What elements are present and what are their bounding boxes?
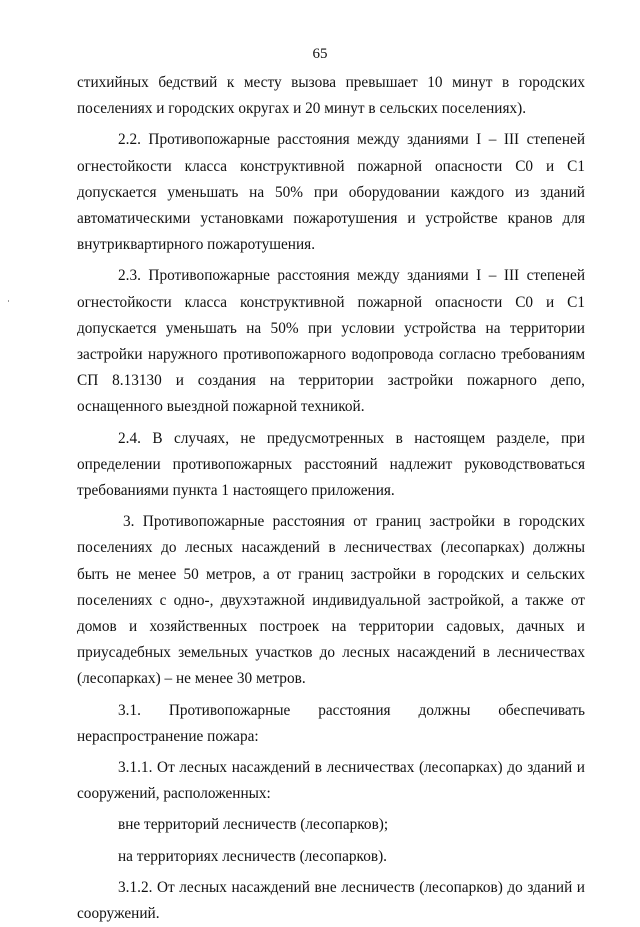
- document-body: [77, 70, 585, 927]
- page-number: 65: [312, 46, 328, 62]
- paragraph-2-2: 2.2. Противопожарные расстояния между зданиями I – III степеней огнестойкости класса конструктивной пожарной опасности С0 и С1 допускается уменьшать на 50% при оборудовании каждого из зданий автоматическими установками пожаротушения и устройстве кранов для внутриквартирного пожаротушения.: [77, 131, 585, 254]
- scan-artifact: [8, 300, 9, 302]
- paragraph-2-3: 2.3. Противопожарные расстояния между зданиями I – III степеней огнестойкости класса конструктивной пожарной опасности С0 и С1 допускается уменьшать на 50% при условии устройства на территории застройки наружного противопожарного водопровода согласно требованиям СП 8.13130 и создания на территории застройки пожарного депо, оснащенного выездной пожарной техникой.: [77, 267, 585, 416]
- paragraph-continuation: стихийных бедствий к месту вызова превышает 10 минут в городских поселениях и городских округах и 20 минут в сельских поселениях).: [77, 74, 585, 118]
- paragraph-2-4: 2.4. В случаях, не предусмотренных в настоящем разделе, при определении противопожарных расстояний надлежит руководствоваться требованиями пункта 1 настоящего приложения.: [77, 429, 585, 500]
- paragraph-3-1: 3.1. Противопожарные расстояния должны обеспечивать нераспространение пожара:: [77, 701, 585, 745]
- paragraph-3: 3. Противопожарные расстояния от границ застройки в городских поселениях до лесных насаждений в лесничествах (лесопарках) должны быть не менее 50 метров, а от границ застройки в городских и сельских поселениях с одно-, двухэтажной индивидуальной застройкой, а также от домов и хозяйственных построек на территории садовых, дачных и приусадебных земельных участков до лесных насаждений в лесничествах (лесопарках) – не менее 30 метров.: [77, 513, 585, 688]
- list-item-inside-forestry: на территориях лесничеств (лесопарков).: [118, 847, 387, 865]
- paragraph-3-1-2: 3.1.2. От лесных насаждений вне лесничеств (лесопарков) до зданий и сооружений.: [77, 878, 585, 923]
- paragraph-3-1-1: 3.1.1. От лесных насаждений в лесничествах (лесопарках) до зданий и сооружений, расположенных:: [77, 759, 585, 803]
- list-item-outside-forestry: вне территорий лесничеств (лесопарков);: [118, 816, 389, 834]
